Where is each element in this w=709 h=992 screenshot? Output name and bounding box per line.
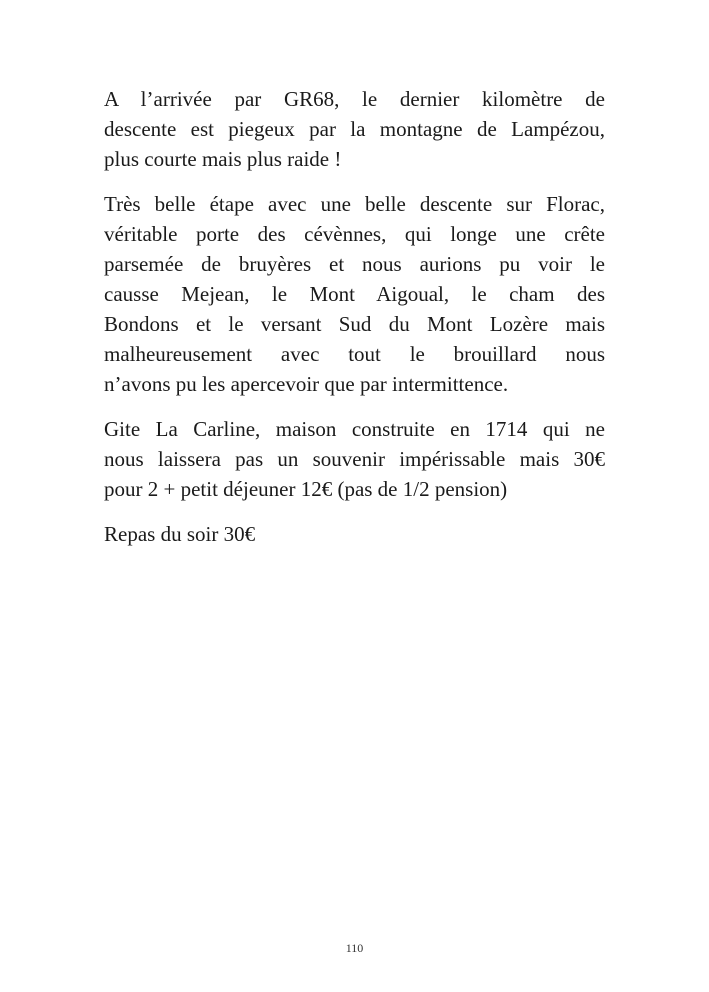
text-line: causse Mejean, le Mont Aigoual, le cham des xyxy=(104,282,605,306)
text-line: malheureusement avec tout le brouillard nous xyxy=(104,342,605,366)
text-line: Très belle étape avec une belle descente sur Florac, xyxy=(104,192,605,216)
text-line: véritable porte des cévènnes, qui longe une crête xyxy=(104,222,605,246)
paragraph-gite xyxy=(104,414,605,504)
paragraph-stage-description xyxy=(104,189,605,399)
text-line: Gite La Carline, maison construite en 1714 qui ne xyxy=(104,417,605,441)
body-text xyxy=(104,84,605,564)
text-line: A l’arrivée par GR68, le dernier kilomètre de xyxy=(104,87,605,111)
text-line: Repas du soir 30€ xyxy=(104,522,256,546)
text-line: plus courte mais plus raide ! xyxy=(104,147,342,171)
text-line: descente est piegeux par la montagne de Lampézou, xyxy=(104,117,605,141)
page-number: 110 xyxy=(345,941,364,955)
text-line: n’avons pu les apercevoir que par intermittence. xyxy=(104,372,509,396)
text-line: nous laissera pas un souvenir impérissable mais 30€ xyxy=(104,447,605,471)
paragraph-arrival xyxy=(104,84,605,174)
paragraph-dinner xyxy=(104,519,605,549)
text-line: pour 2 + petit déjeuner 12€ (pas de 1/2 pension) xyxy=(104,477,508,501)
text-line: parsemée de bruyères et nous aurions pu voir le xyxy=(104,252,605,276)
text-line: Bondons et le versant Sud du Mont Lozère mais xyxy=(104,312,605,336)
